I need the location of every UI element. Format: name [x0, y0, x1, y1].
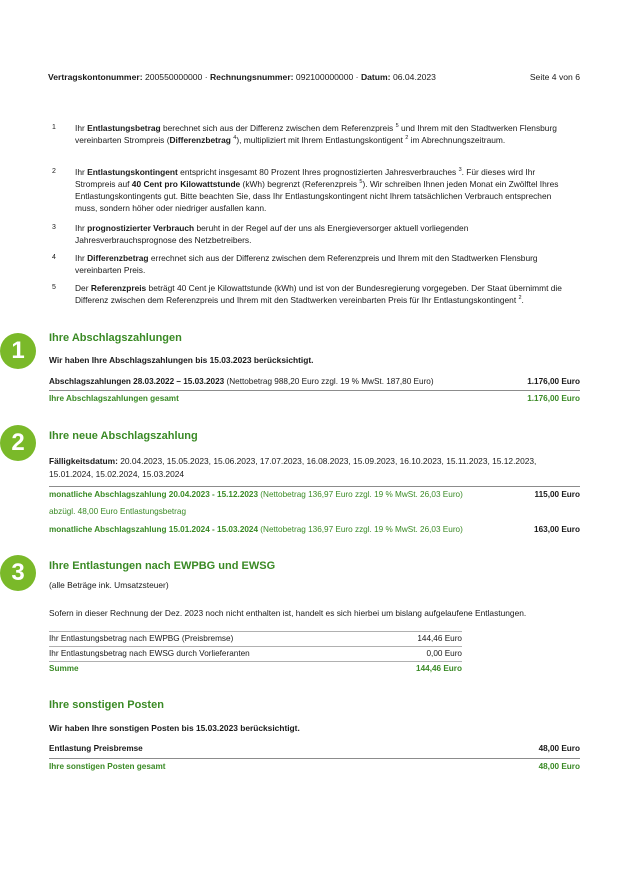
footnote-term: prognostizierter Verbrauch — [87, 223, 195, 233]
installment-detail: (Nettobetrag 136,97 Euro zzgl. 19 % MwSt. 26,03 Euro) — [258, 490, 463, 499]
installment-row-1 — [49, 490, 580, 499]
footnote-number: 3 — [52, 224, 56, 231]
footnote-4 — [52, 252, 572, 276]
section-title: Ihre Entlastungen nach EWPBG und EWSG — [49, 560, 276, 572]
footnote-number: 1 — [52, 124, 56, 131]
footnote-text: ), multipliziert mit Ihrem Entlastungskontigent — [236, 135, 406, 145]
footnote-ref: 4 — [233, 135, 237, 141]
due-dates — [49, 455, 580, 481]
installment-period: monatliche Abschlagszahlung 20.04.2023 - 15.12.2023 — [49, 490, 259, 499]
footnote-term: Entlastungskontingent — [87, 167, 178, 177]
footnote-5 — [52, 282, 572, 306]
footnote-text: Ihr — [75, 223, 88, 233]
footnote-term: Entlastungsbetrag — [87, 123, 161, 133]
divider — [49, 758, 580, 759]
document-header — [48, 72, 580, 82]
item-amount: 48,00 Euro — [538, 744, 580, 753]
footnote-term: Differenzbetrag — [169, 135, 231, 145]
relief-amount: 0,00 Euro — [426, 649, 462, 658]
footnote-2 — [52, 166, 572, 214]
relief-label: Ihr Entlastungsbetrag nach EWPBG (Preisbremse) — [49, 634, 234, 643]
invoice-label: Rechnungsnummer: — [209, 72, 294, 82]
table-line — [49, 631, 462, 632]
footnote-text: Ihr — [75, 253, 88, 263]
footnote-text: Ihr — [75, 123, 88, 133]
other-total-row — [49, 762, 580, 771]
installment-row-2 — [49, 525, 580, 534]
due-dates-line: 20.04.2023, 15.05.2023, 15.06.2023, 17.07.2023, 16.08.2023, 15.09.2023, 16.10.2023, 15.11.2023, 15.12.2023, — [117, 456, 537, 466]
header-references — [48, 72, 436, 82]
document-date: 06.04.2023 — [392, 72, 436, 82]
footnote-text: ). Wir schreiben Ihnen jeden Monat ein Zwölftel Ihres Entlastungskontingents gut. Bitte beachten Sie, dass Ihr Entlastungskontingent nicht Ihrem tatsächlichen Verbrauch entsprechen muss, sondern höher oder niedriger ausfallen kann. — [75, 179, 559, 213]
footnote-text: beruht in der Regel auf der uns als Energieversorger aktuell vorliegenden Jahresverbrauchsprognose des Netzbetreibers. — [75, 223, 469, 245]
payment-total-row — [49, 394, 580, 403]
deduction-note: abzügl. 48,00 Euro Entlastungsbetrag — [49, 507, 187, 516]
footnote-number: 4 — [52, 254, 56, 261]
footnote-text: entspricht insgesamt 80 Prozent Ihres prognostizierten Jahresverbrauches — [177, 167, 459, 177]
separator: · — [355, 72, 359, 82]
footnote-text: beträgt 40 Cent je Kilowattstunde (kWh) und ist von der Bundesregierung vorgegeben. Der Staat übernimmt die Differenz zwischen dem Referenzpreis und Ihrem mit den Stadtwerken vereinbarten Preis für Ihr Entlastungskontingent — [75, 283, 562, 305]
footnote-text: errechnet sich aus der Differenz zwischen dem Referenzpreis und Ihrem mit den Stadtwerken Flensburg vereinbarten Preis. — [75, 253, 538, 275]
footnote-term: 40 Cent pro Kilowattstunde — [131, 179, 241, 189]
footnote-ref: 5 — [395, 123, 399, 129]
separator: · — [204, 72, 208, 82]
installment-detail: (Nettobetrag 136,97 Euro zzgl. 19 % MwSt. 26,03 Euro) — [258, 525, 463, 534]
relief-row — [49, 634, 462, 643]
sum-amount: 144,46 Euro — [416, 664, 462, 673]
footnote-ref: 2 — [518, 295, 522, 301]
payment-row — [49, 377, 580, 386]
installment-amount: 115,00 Euro — [534, 490, 580, 499]
section-number-badge: 2 — [0, 425, 36, 461]
divider — [49, 486, 580, 487]
section-subtitle: Wir haben Ihre Abschlagszahlungen bis 15.03.2023 berücksichtigt. — [49, 355, 314, 365]
info-text: Sofern in dieser Rechnung der Dez. 2023 noch nicht enthalten ist, handelt es sich hierbei um bislang aufgelaufene Entlastungen. — [49, 608, 527, 618]
footnote-text: Ihr — [75, 167, 88, 177]
payment-period: Abschlagszahlungen 28.03.2022 – 15.03.2023 — [49, 377, 225, 386]
relief-sum-row — [49, 664, 462, 673]
footnote-text: und Ihrem mit den Stadtwerken Flensburg vereinbarten Strompreis ( — [75, 123, 557, 145]
footnote-number: 2 — [52, 168, 56, 175]
installment-description — [49, 525, 463, 534]
footnote-text: Der — [75, 283, 91, 293]
footnote-term: Referenzpreis — [90, 283, 147, 293]
due-dates-line: 15.01.2024, 15.02.2024, 15.03.2024 — [49, 469, 185, 479]
section-title: Ihre neue Abschlagszahlung — [49, 430, 198, 442]
relief-row — [49, 649, 462, 658]
page-number: Seite 4 von 6 — [529, 72, 580, 82]
footnote-ref: 5 — [359, 179, 363, 185]
section-title: Ihre sonstigen Posten — [49, 699, 164, 711]
footnote-text: (kWh) begrenzt (Referenzpreis — [240, 179, 360, 189]
total-label: Ihre sonstigen Posten gesamt — [49, 762, 166, 771]
payment-detail: (Nettobetrag 988,20 Euro zzgl. 19 % MwSt. 187,80 Euro) — [224, 377, 434, 386]
divider — [49, 390, 580, 391]
invoice-number: 092100000000 — [295, 72, 354, 82]
footnote-text: . — [521, 295, 524, 305]
total-amount: 48,00 Euro — [538, 762, 580, 771]
amounts-note: (alle Beträge ink. Umsatzsteuer) — [49, 580, 169, 590]
section-subtitle: Wir haben Ihre sonstigen Posten bis 15.03.2023 berücksichtigt. — [49, 723, 300, 733]
payment-amount: 1.176,00 Euro — [527, 377, 580, 386]
footnote-ref: 2 — [405, 135, 409, 141]
footnote-text: berechnet sich aus der Differenz zwischen dem Referenzpreis — [160, 123, 396, 133]
due-label: Fälligkeitsdatum: — [49, 456, 118, 466]
payment-description — [49, 377, 434, 386]
other-item-row — [49, 744, 580, 753]
total-amount: 1.176,00 Euro — [527, 394, 580, 403]
footnote-ref: 3 — [458, 167, 462, 173]
section-number-badge: 1 — [0, 333, 36, 369]
relief-label: Ihr Entlastungsbetrag nach EWSG durch Vorlieferanten — [49, 649, 250, 658]
contract-label: Vertragskontonummer: — [48, 72, 143, 82]
installment-amount: 163,00 Euro — [534, 525, 580, 534]
footnote-1 — [52, 122, 572, 146]
footnote-term: Differenzbetrag — [87, 253, 149, 263]
footnote-text: . Für dieses wird Ihr Strompreis auf — [75, 167, 536, 189]
contract-number: 200550000000 — [144, 72, 203, 82]
installment-period: monatliche Abschlagszahlung 15.01.2024 - 15.03.2024 — [49, 525, 259, 534]
footnote-number: 5 — [52, 284, 56, 291]
date-label: Datum: — [360, 72, 391, 82]
section-number-badge: 3 — [0, 555, 36, 591]
section-title: Ihre Abschlagszahlungen — [49, 332, 182, 344]
total-label: Ihre Abschlagszahlungen gesamt — [49, 394, 179, 403]
installment-description — [49, 490, 463, 499]
table-line — [49, 661, 462, 662]
table-line — [49, 646, 462, 647]
footnote-text: im Abrechnungszeitraum. — [408, 135, 506, 145]
item-label: Entlastung Preisbremse — [49, 744, 143, 753]
relief-amount: 144,46 Euro — [417, 634, 462, 643]
footnote-3 — [52, 222, 572, 246]
sum-label: Summe — [49, 664, 79, 673]
